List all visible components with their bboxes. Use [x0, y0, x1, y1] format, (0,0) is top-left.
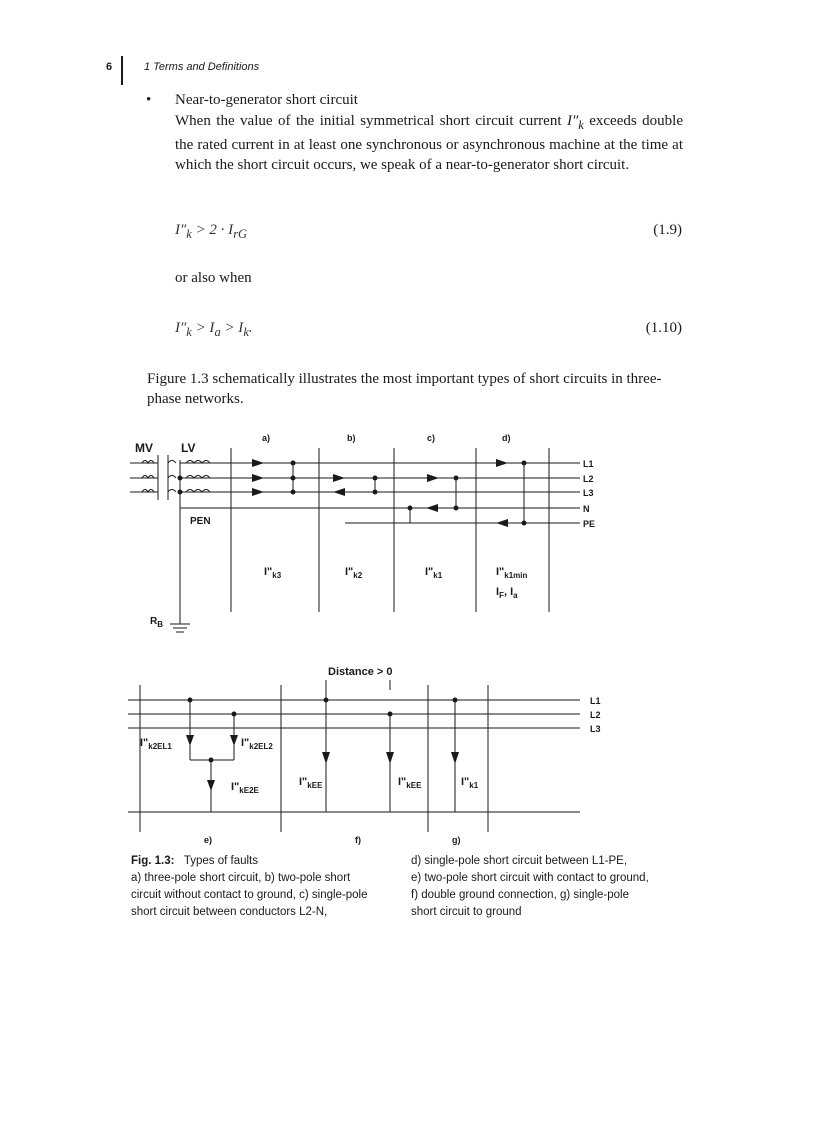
ik-subscript: k [578, 118, 584, 132]
current-if-ia [496, 586, 518, 600]
ik-symbol: I″ [566, 113, 579, 129]
eq2-end: . [248, 320, 253, 336]
current-ike2e-main: I" [231, 781, 240, 793]
eq2-mid2: > I [220, 320, 244, 336]
lv-winding-symbol [180, 460, 210, 624]
current-ik1 [425, 566, 443, 580]
label-a: a) [262, 433, 271, 443]
current-sep: , [503, 586, 511, 598]
figure-intro-paragraph: Figure 1.3 schematically illustrates the most important types of short circuits in three-phase networks. [147, 371, 662, 407]
current-ik1min-sub: k1min [504, 571, 528, 580]
current-ik2-main: I" [345, 566, 354, 578]
line-label-l1: L1 [583, 459, 594, 469]
line-label-pe: PE [583, 519, 596, 529]
current-ik1-main: I" [425, 566, 434, 578]
eq2-rhs-sub: k [243, 325, 249, 339]
current-ik2el1 [140, 737, 172, 751]
label-pen: PEN [190, 516, 211, 527]
current-ikee-1-main: I" [299, 776, 308, 788]
caption-left-3: short circuit between conductors L2-N, [131, 906, 328, 918]
caption-right-1: e) two-pole short circuit with contact to ground, [411, 872, 649, 884]
current-ik2el2-sub: k2EL2 [249, 742, 273, 751]
current-ike2e [231, 781, 260, 795]
label-b: b) [347, 433, 356, 443]
bullet-text-a: When the value of the initial symmetrical short circuit current [175, 113, 567, 129]
eq2-mid-sub: a [214, 325, 221, 339]
ground-symbol [170, 624, 190, 632]
distance-label: Distance > 0 [328, 666, 393, 678]
current-ikee-2-main: I" [398, 776, 407, 788]
label-lv: LV [181, 441, 196, 455]
line-label-b-l1: L1 [590, 696, 601, 706]
current-ikee-2 [398, 776, 422, 790]
current-ik1min-main: I" [496, 566, 505, 578]
page-number: 6 [106, 61, 113, 73]
current-ikee-1-sub: kEE [307, 781, 323, 790]
label-e: e) [204, 835, 213, 845]
bottom-section-separators [140, 685, 488, 832]
caption-line-1 [131, 853, 396, 870]
label-c: c) [427, 433, 436, 443]
current-if-sub: F [499, 591, 504, 600]
bullet-title: Near-to-generator short circuit [175, 92, 358, 108]
current-ike2e-sub: kE2E [239, 786, 259, 795]
eq2-lhs: I″ [175, 320, 187, 336]
eq2-mid: > I [191, 320, 215, 336]
bottom-conductor-lines [128, 700, 580, 812]
current-ia-main: I [510, 586, 514, 598]
label-rb-main: R [150, 616, 158, 627]
current-ik1-sub: k1 [433, 571, 443, 580]
current-ik2el1-main: I" [140, 737, 149, 749]
current-ia-sub: a [513, 591, 518, 600]
caption-left-2: circuit without contact to ground, c) single-pole [131, 889, 368, 901]
caption-left-1: a) three-pole short circuit, b) two-pole short [131, 872, 351, 884]
current-ik3-sub: k3 [272, 571, 282, 580]
caption-right-0: d) single-pole short circuit between L1-PE, [411, 855, 628, 867]
chapter-title: 1 Terms and Definitions [144, 61, 260, 73]
eq2-lhs-sub: k [186, 325, 192, 339]
figure-caption-right [411, 853, 701, 921]
current-ik2 [345, 566, 363, 580]
line-label-l2: L2 [583, 474, 594, 484]
equation-1-number: (1.9) [653, 222, 682, 238]
top-conductor-lines [180, 463, 580, 523]
label-mv: MV [135, 441, 153, 455]
current-ikee-1 [299, 776, 323, 790]
current-ik2el1-sub: k2EL1 [148, 742, 172, 751]
line-label-n: N [583, 504, 590, 514]
current-ik2el2 [241, 737, 273, 751]
label-rb-sub: B [157, 620, 164, 629]
caption-right-3: short circuit to ground [411, 906, 522, 918]
current-ik1-bottom [461, 776, 479, 790]
label-g: g) [452, 835, 461, 845]
line-label-l3: L3 [583, 488, 594, 498]
equation-2-number: (1.10) [645, 320, 682, 336]
eq1-lhs: I″ [175, 222, 187, 238]
current-ik1min [496, 566, 528, 580]
eq1-rhs-sub: rG [233, 227, 248, 241]
current-ik2-sub: k2 [353, 571, 363, 580]
current-ik2el2-main: I" [241, 737, 250, 749]
current-ik1-bottom-main: I" [461, 776, 470, 788]
current-ik1-bottom-sub: k1 [469, 781, 479, 790]
figure-caption-left [131, 853, 396, 921]
eq1-op: > 2 · I [191, 222, 234, 238]
caption-right-2: f) double ground connection, g) single-pole [411, 889, 630, 901]
eq1-lhs-sub: k [186, 227, 192, 241]
line-label-b-l3: L3 [590, 724, 601, 734]
label-f: f) [355, 835, 361, 845]
current-ik3 [264, 566, 282, 580]
current-ik3-main: I" [264, 566, 273, 578]
label-rb [150, 616, 163, 629]
top-section-separators [231, 448, 549, 612]
caption-left-0: Types of faults [183, 855, 258, 867]
label-d: d) [502, 433, 511, 443]
bullet-symbol: • [146, 92, 152, 108]
line-label-b-l2: L2 [590, 710, 601, 720]
or-also-text: or also when [175, 270, 252, 286]
bullet-text-b: exceeds double the rated current in at least one synchronous or asynchronous machine at the time at which the short circuit occurs, we speak of a near-to-generator short circuit. [175, 113, 683, 173]
caption-label: Fig. 1.3: [131, 855, 175, 867]
mv-transformer-symbol [130, 455, 176, 500]
current-ikee-2-sub: kEE [406, 781, 422, 790]
current-if-main: I [496, 586, 500, 598]
